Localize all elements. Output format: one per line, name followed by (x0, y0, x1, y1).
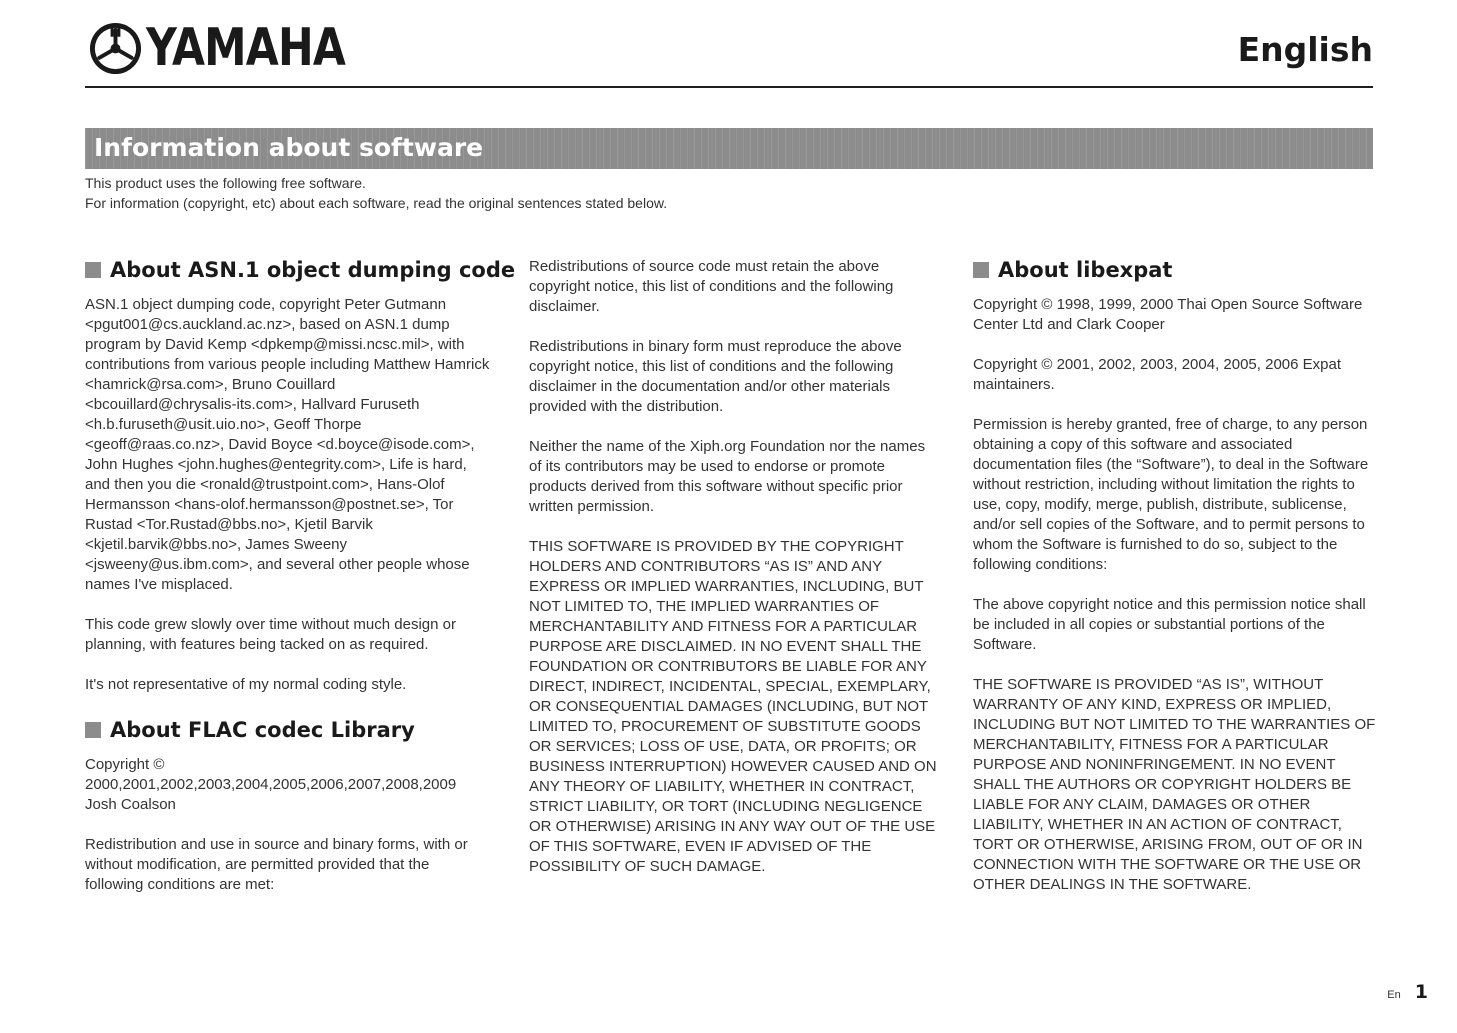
footer-language-code: En (1387, 989, 1401, 1001)
column-middle (529, 257, 939, 897)
asn1-heading-text: About ASN.1 object dumping code (110, 258, 516, 282)
flac-paragraph: Redistributions in binary form must reproduce the above copyright notice, this list of conditions and the following disclaimer in the documentation and/or other materials provided with the distribution. (529, 338, 902, 415)
libexpat-paragraph: Permission is hereby granted, free of charge, to any person obtaining a copy of this software and associated documentation files (the “Software”), to deal in the Software without restriction, including without limitation the rights to use, copy, modify, merge, publish, distribute, sublicense, and/or sell copies of the Software, and to permit persons to whom the Software is furnished to do so, subject to the following conditions: (973, 416, 1369, 573)
libexpat-disclaimer: THE SOFTWARE IS PROVIDED “AS IS”, WITHOUT WARRANTY OF ANY KIND, EXPRESS OR IMPLIED, INCLUDING BUT NOT LIMITED TO THE WARRANTIES OF MERCHANTABILITY, FITNESS FOR A PARTICULAR PURPOSE AND NONINFRINGEMENT. IN NO EVENT SHALL THE AUTHORS OR COPYRIGHT HOLDERS BE LIABLE FOR ANY CLAIM, DAMAGES OR OTHER LIABILITY, WHETHER IN AN ACTION OF CONTRACT, TORT OR OTHERWISE, ARISING FROM, OUT OF OR IN CONNECTION WITH THE SOFTWARE OR THE USE OR OTHER DEALINGS IN THE SOFTWARE. (973, 676, 1376, 893)
intro-text (85, 173, 667, 213)
section-banner (85, 128, 1373, 169)
heading-square-icon (973, 262, 989, 278)
header-divider (85, 86, 1373, 88)
page-header (85, 0, 1373, 87)
heading-square-icon (85, 262, 101, 278)
libexpat-heading (973, 255, 1378, 285)
libexpat-heading-text: About libexpat (998, 258, 1173, 282)
column-right (973, 255, 1378, 915)
flac-paragraph: Redistribution and use in source and binary forms, with or without modification, are permitted provided that the following conditions are met: (85, 836, 468, 893)
intro-line: For information (copyright, etc) about each software, read the original sentences stated below. (85, 195, 668, 211)
tuning-forks-emblem-icon (88, 21, 143, 76)
flac-heading-text: About FLAC codec Library (110, 718, 415, 742)
flac-disclaimer: THIS SOFTWARE IS PROVIDED BY THE COPYRIGHT HOLDERS AND CONTRIBUTORS “AS IS” AND ANY EXPRESS OR IMPLIED WARRANTIES, INCLUDING, BUT NOT LIMITED TO, THE IMPLIED WARRANTIES OF MERCHANTABILITY AND FITNESS FOR A PARTICULAR PURPOSE ARE DISCLAIMED. IN NO EVENT SHALL THE FOUNDATION OR CONTRIBUTORS BE LIABLE FOR ANY DIRECT, INDIRECT, INCIDENTAL, SPECIAL, EXEMPLARY, OR CONSEQUENTIAL DAMAGES (INCLUDING, BUT NOT LIMITED TO, PROCUREMENT OF SUBSTITUTE GOODS OR SERVICES; LOSS OF USE, DATA, OR PROFITS; OR BUSINESS INTERRUPTION) HOWEVER CAUSED AND ON ANY THEORY OF LIABILITY, WHETHER IN CONTRACT, STRICT LIABILITY, OR TORT (INCLUDING NEGLIGENCE OR OTHERWISE) ARISING IN ANY WAY OUT OF THE USE OF THIS SOFTWARE, EVEN IF ADVISED OF THE POSSIBILITY OF SUCH DAMAGE. (529, 538, 937, 875)
asn1-paragraph: It's not representative of my normal coding style. (85, 676, 407, 693)
flac-paragraph: Copyright © 2000,2001,2002,2003,2004,2005,2006,2007,2008,2009 Josh Coalson (85, 756, 457, 813)
heading-square-icon (85, 722, 101, 738)
libexpat-paragraph: Copyright © 1998, 1999, 2000 Thai Open Source Software Center Ltd and Clark Cooper (973, 296, 1363, 333)
page-footer (1387, 981, 1428, 1003)
asn1-paragraph: ASN.1 object dumping code, copyright Peter Gutmann <pgut001@cs.auckland.ac.nz>, based on ASN.1 dump program by David Kemp <dpkemp@missi.ncsc.mil>, with contributions from various people including Matthew Hamrick <hamrick@rsa.com>, Bruno Couillard <bcouillard@chrysalis-its.com>, Hallvard Furuseth <h.b.furuseth@usit.uio.no>, Geoff Thorpe <geoff@raas.co.nz>, David Boyce <d.boyce@isode.com>, John Hughes <john.hughes@entegrity.com>, Life is hard, and then you die <ronald@trustpoint.com>, Hans-Olof Hermansson <hans-olof.hermansson@postnet.se>, Tor Rustad <Tor.Rustad@bbs.no>, Kjetil Barvik <kjetil.barvik@bbs.no>, James Sweeny <jsweeny@us.ibm.com>, and several other people whose names I've misplaced. (85, 296, 490, 593)
flac-heading (85, 715, 490, 745)
flac-paragraph: Neither the name of the Xiph.org Foundation nor the names of its contributors may be used to endorse or promote products derived from this software without specific prior written permission. (529, 438, 926, 515)
yamaha-logo (88, 20, 389, 76)
page-number: 1 (1414, 981, 1428, 1003)
flac-paragraph: Redistributions of source code must retain the above copyright notice, this list of conditions and the following disclaimer. (529, 258, 894, 315)
asn1-heading (85, 255, 516, 285)
libexpat-paragraph: Copyright © 2001, 2002, 2003, 2004, 2005, 2006 Expat maintainers. (973, 356, 1341, 393)
language-label: English (1237, 30, 1373, 69)
intro-line: This product uses the following free software. (85, 175, 366, 191)
libexpat-paragraph: The above copyright notice and this permission notice shall be included in all copies or substantial portions of the Software. (973, 596, 1366, 653)
asn1-paragraph: This code grew slowly over time without much design or planning, with features being tacked on as required. (85, 616, 456, 653)
column-left (85, 255, 516, 915)
brand-wordmark: YAMAHA (146, 18, 346, 78)
banner-title: Information about software (94, 133, 484, 162)
